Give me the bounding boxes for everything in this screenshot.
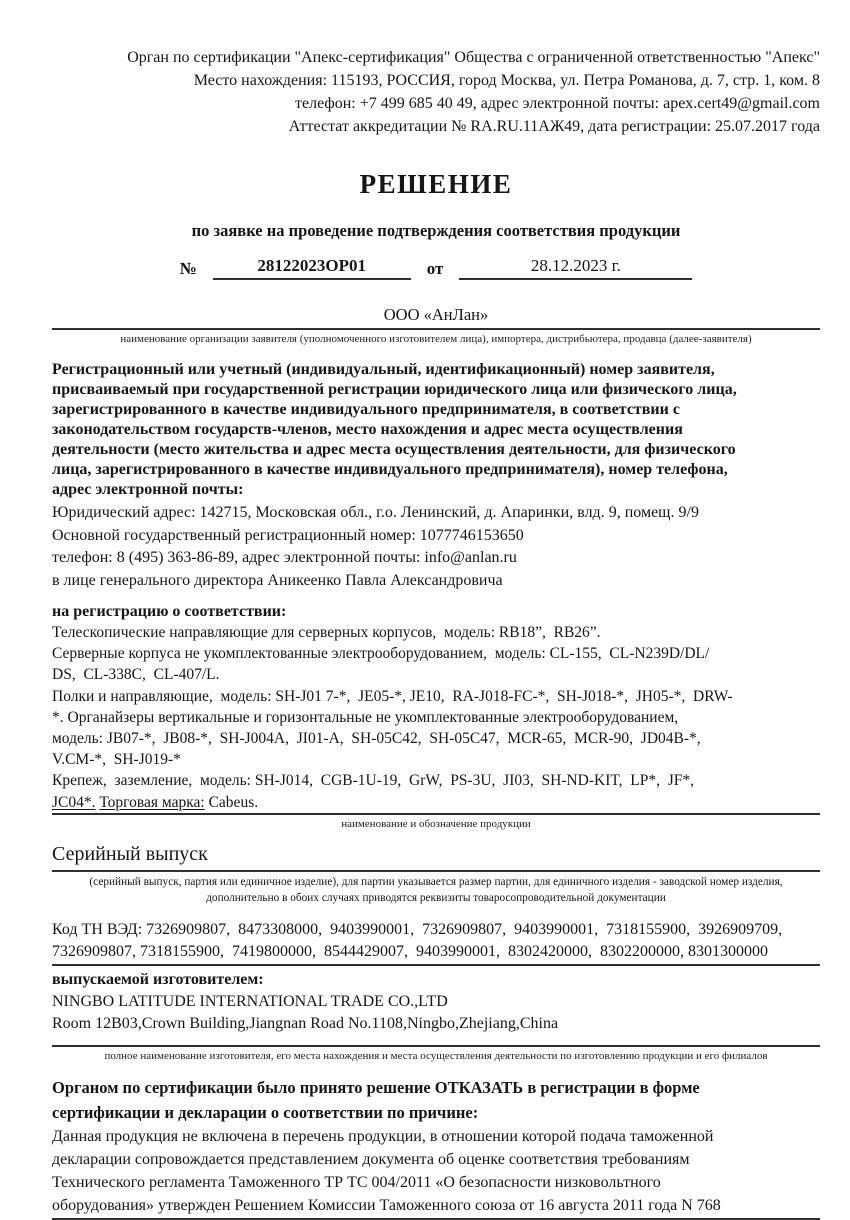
manufacturer-caption: полное наименование изготовителя, его места нахождения и места осуществления деятельности по изготовлению продукции и его филиалов	[104, 1049, 768, 1062]
document-number-row	[52, 256, 820, 280]
tnved-line: 7326909807, 7318155900, 7419800000, 8544429007, 9403990001, 8302420000, 8302200000, 8301300000	[52, 941, 820, 966]
applicant-details	[52, 502, 820, 592]
number-label: №	[179, 259, 197, 278]
manufacturer-label: выпускаемой изготовителем:	[52, 970, 264, 988]
products-caption: наименование и обозначение продукции	[341, 817, 531, 830]
date-label: от	[426, 259, 444, 278]
manufacturer-name: NINGBO LATITUDE INTERNATIONAL TRADE CO.,LTD	[52, 992, 448, 1010]
intro-line: присваиваемый при государственной регистрации юридического лица или физического лица,	[52, 381, 737, 398]
tnved-codes	[52, 919, 820, 966]
director-name: в лице генерального директора Аникеенко Павла Александровича	[52, 571, 503, 589]
decision-reason-line: Технического регламента Таможенного ТР ТС 004/2011 «О безопасности низковольтного	[52, 1173, 661, 1191]
intro-line: лица, зарегистрированного в качестве индивидуального предпринимателя), номер телефона,	[52, 461, 728, 478]
decision-reason	[52, 1125, 820, 1220]
product-line-trademark	[52, 792, 820, 815]
document-subtitle: по заявке на проведение подтверждения соответствия продукции	[191, 221, 681, 240]
product-line: Серверные корпуса не укомплектованные электрооборудованием, модель: CL-155, CL-N239D/DL/	[52, 645, 710, 663]
serial-release-value: Серийный выпуск	[52, 842, 208, 865]
intro-line: зарегистрированного в качестве индивидуального предпринимателя, в соответствии с	[52, 401, 680, 418]
org-header-line-3: телефон: +7 499 685 40 49, адрес электронной почты: apex.cert49@gmail.com	[295, 95, 820, 112]
product-line: V.CM-*, SH-J019-*	[52, 751, 181, 769]
products-list	[52, 622, 820, 815]
serial-release-field	[52, 843, 820, 872]
applicant-caption: наименование организации заявителя (уполномоченного изготовителем лица), импортера, дистрибьютера, продавца (далее-заявителя)	[120, 333, 752, 345]
decision-reason-line: декларации сопровождается представлением документа об оценке соответствия требованиям	[52, 1150, 690, 1168]
serial-caption-line: (серийный выпуск, партия или единичное изделие), для партии указывается размер партии, для единичного изделия - заводской номер изделия,	[89, 875, 783, 888]
product-line: модель: JB07-*, JB08-*, SH-J004A, JI01-A, SH-05C42, SH-05C47, MCR-65, MCR-90, JD04B-*,	[52, 730, 701, 748]
legal-address: Юридический адрес: 142715, Московская обл., г.о. Ленинский, д. Апаринки, влд. 9, помещ. 9/9	[52, 504, 699, 521]
product-line: Телескопические направляющие для серверных корпусов, модель: RB18”, RB26”.	[52, 624, 601, 641]
certification-body-header	[52, 0, 820, 138]
ogrn-number: Основной государственный регистрационный номер: 1077746153650	[52, 526, 524, 544]
product-line: Крепеж, заземление, модель: SH-J014, CGB-1U-19, GrW, PS-3U, JI03, SH-ND-KIT, LP*, JF*,	[52, 772, 695, 790]
org-header-line-4: Аттестат аккредитации № RA.RU.11АЖ49, дата регистрации: 25.07.2017 года	[288, 118, 820, 135]
decision-reason-line: Данная продукция не включена в перечень продукции, в отношении которой подача таможенной	[52, 1127, 714, 1145]
applicant-name: ООО «АнЛан»	[383, 305, 489, 324]
trademark-label: Торговая марка:	[99, 793, 205, 811]
serial-caption	[52, 874, 820, 906]
serial-caption-line: дополнительно в обоих случаях приводятся реквизиты товаросопроводительной документации	[206, 891, 666, 904]
document-number-field: 28122023ОР01	[213, 256, 411, 280]
phone-email: телефон: 8 (495) 363-86-89, адрес электронной почты: info@anlan.ru	[52, 549, 517, 566]
decision-reason-line: оборудования» утвержден Решением Комиссии Таможенного союза от 16 августа 2011 года N 768	[52, 1194, 820, 1220]
document-date-field: 28.12.2023 г.	[459, 256, 692, 280]
page-title: РЕШЕНИЕ	[359, 169, 513, 199]
divider-line	[52, 1045, 820, 1047]
decision-heading-line: Органом по сертификации было принято решение ОТКАЗАТЬ в регистрации в форме	[52, 1077, 700, 1097]
product-line: Полки и направляющие, модель: SH-J01 7-*, JE05-*, JE10, RA-J018-FC-*, SH-J018-*, JH05-*, DRW-	[52, 687, 733, 705]
product-code: JC04*.	[52, 793, 96, 811]
intro-line: Регистрационный или учетный (индивидуальный, идентификационный) номер заявителя,	[52, 361, 715, 378]
intro-line: адрес электронной почты:	[52, 481, 244, 498]
products-section-heading: на регистрацию о соответствии:	[52, 603, 287, 620]
manufacturer-details	[52, 991, 820, 1036]
org-header-line-2: Место нахождения: 115193, РОССИЯ, город Москва, ул. Петра Романова, д. 7, стр. 1, ком. 8	[193, 72, 820, 89]
tnved-line: Код ТН ВЭД: 7326909807, 8473308000, 9403990001, 7326909807, 9403990001, 7318155900, 3926909709,	[52, 920, 783, 938]
applicant-name-field	[52, 305, 820, 330]
decision-heading-line: сертификации и декларации о соответствии по причине:	[52, 1102, 479, 1122]
product-line: *. Органайзеры вертикальные и горизонтальные не укомплектованные электрооборудованием,	[52, 708, 679, 726]
product-line: DS, CL-338C, CL-407/L.	[52, 666, 220, 684]
intro-line: законодательством государств-членов, место нахождения и адрес места осуществления	[52, 421, 683, 438]
manufacturer-address: Room 12B03,Crown Building,Jiangnan Road No.1108,Ningbo,Zhejiang,China	[52, 1015, 559, 1033]
trademark-value: Cabeus.	[204, 793, 259, 811]
registration-intro-paragraph	[52, 360, 820, 500]
org-header-line-1: Орган по сертификации "Апекс-сертификация" Общества с ограниченной ответственностью "Апекс"	[127, 49, 820, 66]
intro-line: деятельности (место жительства и адрес места осуществления деятельности, для физического	[52, 441, 736, 458]
decision-heading	[52, 1075, 820, 1125]
